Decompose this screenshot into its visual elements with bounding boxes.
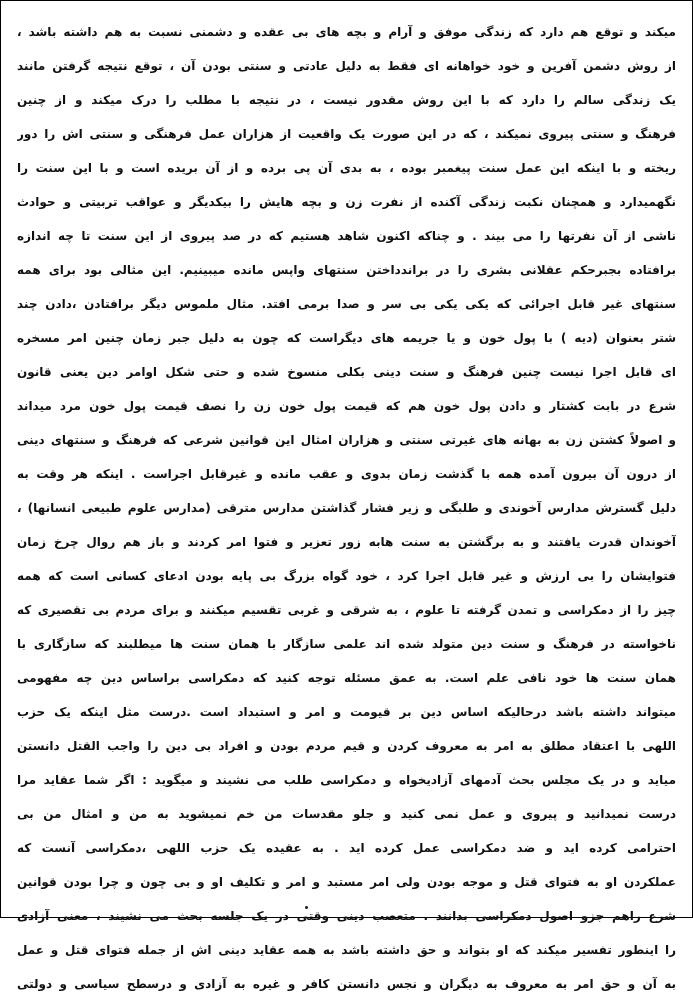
text-line: میکند و توقع هم دارد که زندگی موفق و آرام و بچه های بی عقده و دشمنی نسبت به هم داشته باشد ، — [17, 25, 676, 39]
text-line: شتر بعنوان (دیه ) با پول خون و یا جریمه های دیگراست که چون به دلیل جبر زمان چنین امر مسخره — [17, 331, 676, 345]
text-line: درست نمیدانید و پیروی و عمل نمی کنید و جلو مقدسات من خم نمیشوید به من و امثال من بی — [17, 807, 676, 821]
text-line: آخوندان قدرت یافتند و به برگشتن به سنت هابه زور تعزیر و فتوا امر کردند و باز هم روال چرخ زمان — [17, 535, 676, 549]
text-line: ناخواسته در فرهنگ و سنت دین متولد شده اند علمی سازگار با همان سنت ها میطلبند که سازگاری با — [17, 637, 676, 651]
text-line: شرع در بابت کشتار و دادن پول خون هم که قیمت پول خون زن را نصف قیمت پول خون مرد میداند — [17, 399, 676, 413]
text-line: و اصولاً کشتن زن به بهانه های غیرتی سنتی و هزاران امثال این قوانین شرعی که فرهنگ و سنتهای دینی — [17, 433, 676, 447]
text-line: دلیل گسترش مدارس آخوندی و طلبگی و زیر فشار گذاشتن مدارس مترقی (مدارس علوم طبیعی انسانها) ، — [17, 501, 676, 515]
text-line: ای قابل اجرا نیست چنین فرهنگ و سنت دینی بکلی منسوخ شده و حتی شکل اوامر دین یعنی قانون — [17, 365, 676, 379]
text-line: از روش دشمن آفرین و خود خواهانه ای فقط به دلیل عادتی و سنتی بودن آن ، توقع نتیجه گرفتن مانند — [17, 59, 676, 73]
text-line: از درون آن بیرون آمده همه با گذشت زمان بدوی و عقب مانده و غیرقابل اجراست . اینکه هر وقت به — [17, 467, 676, 481]
text-line: فتوایشان را بی ارزش و غیر قابل اجرا کرد ، خود گواه بزرگ بی پایه بودن ادعای کسانی است که همه — [17, 569, 676, 583]
text-line: سنتهای غیر قابل اجرائی که یکی یکی بی سر و صدا برمی افتد. مثال ملموس دیگر برافتادن ،دادن چند — [17, 297, 676, 311]
text-line: را اینطور تفسیر میکند که او بتواند و حق داشته باشد به همه عقاید دینی اش از جمله فتوای قتل و عمل — [17, 943, 676, 957]
text-line: میاید و در یک مجلس بحث آدمهای آزادیخواه و دمکراسی طلب می نشیند و میگوید : اگر شما عقاید مرا — [17, 773, 676, 787]
text-line: به آن و حق امر به معروف به دیگران و نجس دانستن کافر و غیره به آزادی و درسطح سیاسی و دولتی — [17, 977, 676, 991]
document-body — [17, 15, 676, 1001]
text-line: اللهی با اعتقاد مطلق به امر به معروف کردن و قیم مردم بودن و افراد بی دین را واجب القتل دانستن — [17, 739, 676, 753]
text-line: چیز را از دمکراسی و تمدن گرفته تا علوم ، به شرقی و غربی تقسیم میکنند و برای مردم بی تقصیری که — [17, 603, 676, 617]
text-line: برافتاده بجبرحکم عقلانی بشری را در براندداختن سنتهای واپس مانده میبینیم. این مثالی بود برای همه — [17, 263, 676, 277]
text-line: نگهمیدارد و همچنان نکبت زندگی آکنده از نفرت زن و بچه هایش را بیکدیگر و عواقب تربیتی و حوادث — [17, 195, 676, 209]
text-line: احترامی کرده اید و ضد دمکراسی عمل کرده اید . به عقیده یک حزب اللهی ،دمکراسی آنست که — [17, 841, 676, 855]
text-line: یک زندگی سالم را دارد که با این روش مقدور نیست ، در نتیجه با مطلب را درک میکند و از چنین — [17, 93, 676, 107]
text-line: همان سنت ها خود نافی علم است. به عمق مسئله توجه کنید که دمکراسی براساس دین چه مفهومی — [17, 671, 676, 685]
text-line: ریخته و با اینکه این عمل سنت پیغمبر بوده ، به بدی آن پی برده و از آن بریده است و با این سنت را — [17, 161, 676, 175]
text-line: شرع راهم جزو اصول دمکراسی بدانند . متعصب دینی وقتی در یک جلسه بحث می نشیند ، معنی آزادی — [17, 909, 676, 923]
page-mark — [305, 906, 308, 909]
text-line: فرهنگ و سنتی پیروی نمیکند ، که در این صورت یک واقعیت از هزاران عمل فرهنگی و سنتی اش را دور — [17, 127, 676, 141]
text-line: میتواند داشته باشد درحالیکه اساس دین بر قیومت و امر و استبداد است .درست مثل اینکه یک حزب — [17, 705, 676, 719]
text-line: ناشی از آن نفرتها را می بیند . و چناکه اکنون شاهد هستیم که در صد پیروی از این سنت تا چه اندازه — [17, 229, 676, 243]
text-line: عملکردن او به فتوای قتل و موجه بودن ولی امر مستبد و امر و تکلیف او و بی چون و چرا بودن قوانین — [17, 875, 676, 889]
